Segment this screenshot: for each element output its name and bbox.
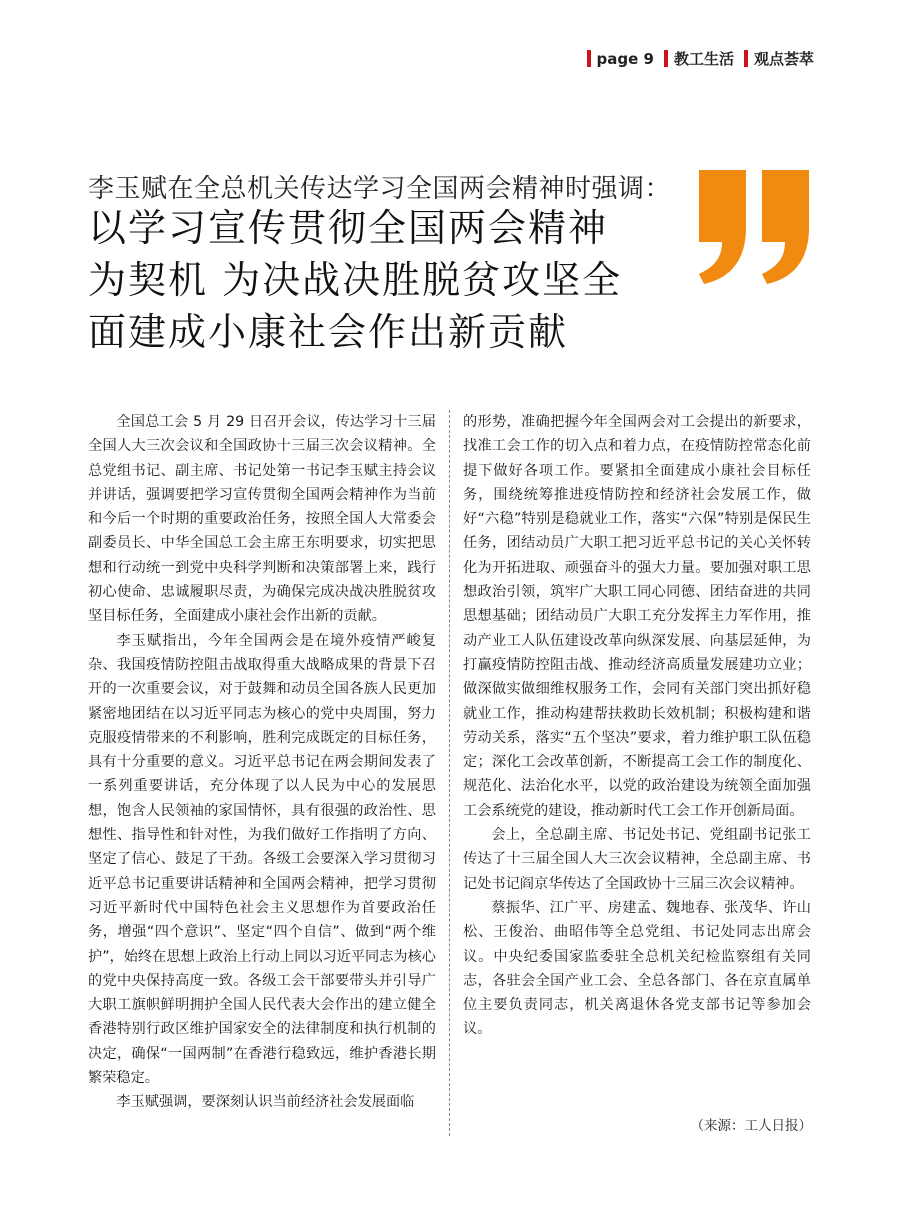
article-column-right (463, 410, 811, 1042)
paragraph: 会上，全总副主席、书记处书记、党组副书记张工传达了十三届全国人大三次会议精神，全总副主席、书记处书记阎京华传达了全国政协十三届三次会议精神。 (463, 827, 811, 892)
section-tag-2-label: 观点荟萃 (753, 50, 814, 68)
section-tag-1-label: 教工生活 (673, 50, 734, 68)
title-line-2: 为契机 为决战决胜脱贫攻坚全 (88, 258, 623, 302)
page-number (587, 50, 654, 68)
paragraph: 李玉赋强调，要深刻认识当前经济社会发展面临 (116, 1094, 415, 1111)
source-credit: （来源：工人日报） (690, 1118, 812, 1134)
paragraph-continuation: 的形势，准确把握今年全国两会对工会提出的新要求，找准工会工作的切入点和着力点，在疫情防控常态化前提下做好各项工作。要紧扣全面建成小康社会目标任务，围绕统筹推进疫情防控和经济社会发展工作，做好“六稳”特别是稳就业工作，落实“六保”特别是保民生任务，团结动员广大职工把习近平总书记的关心关怀转化为开拓进取、顽强奋斗的强大力量。要加强对职工思想政治引领，筑牢广大职工同心同德、团结奋进的共同思想基础；团结动员广大职工充分发挥主力军作用，推动产业工人队伍建设改革向纵深发展、向基层延伸，为打赢疫情防控阻击战、推动经济高质量发展建功立业；做深做实做细维权服务工作，会同有关部门突出抓好稳就业工作，推动构建帮扶救助长效机制；积极构建和谐劳动关系，落实“五个坚决”要求，着力维护职工队伍稳定；深化工会改革创新，不断提高工会工作的制度化、规范化、法治化水平，以党的政治建设为统领全面加强工会系统党的建设，推动新时代工会工作开创新局面。 (463, 414, 811, 819)
page-number-label: page 9 (596, 49, 654, 68)
red-bar-icon (587, 50, 591, 67)
paragraph: 李玉赋指出，今年全国两会是在境外疫情严峻复杂、我国疫情防控阻击战取得重大战略成果的背景下召开的一次重要会议，对于鼓舞和动员全国各族人民更加紧密地团结在以习近平同志为核心的党中央周围，努力克服疫情带来的不利影响，胜利完成既定的目标任务，具有十分重要的意义。习近平总书记在两会期间发表了一系列重要讲话，充分体现了以人民为中心的发展思想，饱含人民领袖的家国情怀，具有很强的政治性、思想性、指导性和针对性，为我们做好工作指明了方向、坚定了信心、鼓足了干劲。各级工会要深入学习贯彻习近平总书记重要讲话精神和全国两会精神，把学习贯彻习近平新时代中国特色社会主义思想作为首要政治任务，增强“四个意识”、坚定“四个自信”、做到“两个维护”，始终在思想上政治上行动上同以习近平同志为核心的党中央保持高度一致。各级工会干部要带头并引导广大职工旗帜鲜明拥护全国人民代表大会作出的建立健全香港特别行政区维护国家安全的法律制度和执行机制的决定，确保“一国两制”在香港行稳致远，维护香港长期繁荣稳定。 (88, 632, 436, 1087)
article-title (88, 202, 688, 358)
quote-mark-icon (696, 170, 814, 288)
red-bar-icon (664, 50, 668, 67)
article-column-left (88, 410, 436, 1115)
paragraph: 全国总工会 5 月 29 日召开会议，传达学习十三届全国人大三次会议和全国政协十三届三次会议精神。全总党组书记、副主席、书记处第一书记李玉赋主持会议并讲话，强调要把学习宣传贯彻全国两会精神作为当前和今后一个时期的重要政治任务，按照全国人大常委会副委员长、中华全国总工会主席王东明要求，切实把思想和行动统一到党中央科学判断和决策部署上来，践行初心使命、忠诚履职尽责，为确保完成决战决胜脱贫攻坚目标任务，全面建成小康社会作出新的贡献。 (88, 414, 436, 625)
title-line-1: 以学习宣传贯彻全国两会精神 (88, 206, 609, 250)
paragraph: 蔡振华、江广平、房建孟、魏地春、张茂华、许山松、王俊治、曲昭伟等全总党组、书记处同志出席会议。中央纪委国家监委驻全总机关纪检监察组有关同志，各驻会全国产业工会、全总各部门、各在京直属单位主要负责同志，机关离退休各党支部书记等参加会议。 (463, 899, 811, 1038)
section-tag-2 (744, 48, 814, 69)
section-tag-1 (664, 48, 734, 69)
article-subtitle: 李玉赋在全总机关传达学习全国两会精神时强调： (88, 174, 672, 204)
title-line-3: 面建成小康社会作出新贡献 (88, 310, 569, 354)
red-bar-icon (744, 50, 748, 67)
column-divider (449, 410, 450, 1136)
page-header (587, 48, 814, 69)
